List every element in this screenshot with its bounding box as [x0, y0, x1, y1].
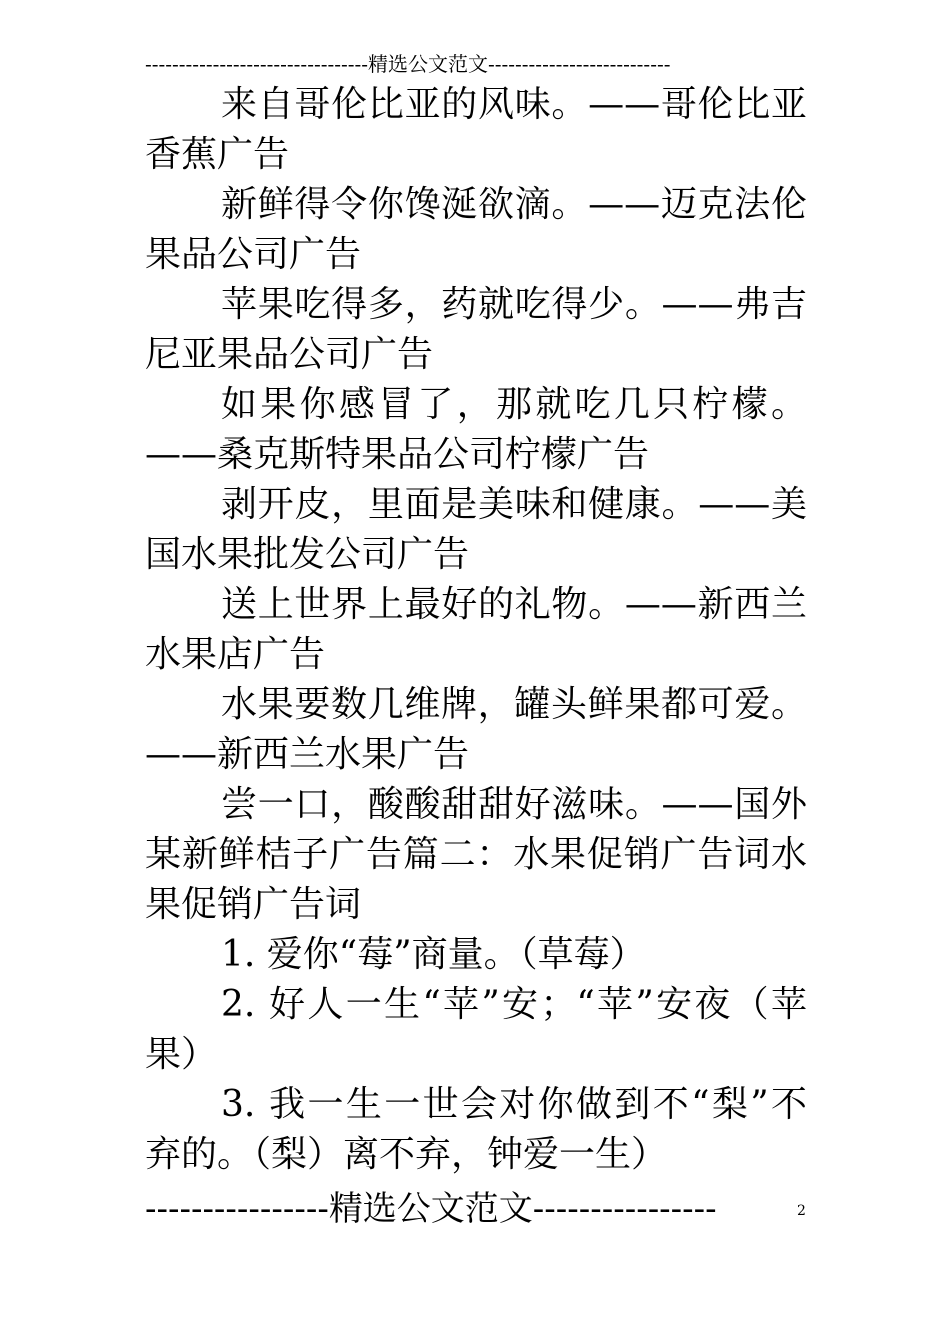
paragraph: 水果要数几维牌，罐头鲜果都可爱。——新西兰水果广告 [145, 684, 807, 775]
list-item: 1. 爱你“莓”商量。（草莓） [221, 934, 646, 975]
document-body [145, 80, 807, 1180]
paragraph: 如果你感冒了，那就吃几只柠檬。——桑克斯特果品公司柠檬广告 [145, 384, 807, 475]
paragraph: 送上世界上最好的礼物。——新西兰水果店广告 [145, 584, 807, 675]
paragraph: 来自哥伦比亚的风味。——哥伦比亚香蕉广告 [145, 84, 807, 175]
paragraph: 尝一口，酸酸甜甜好滋味。——国外某新鲜桔子广告篇二：水果促销广告词水果促销广告词 [145, 784, 807, 925]
page-number: 2 [797, 1203, 806, 1219]
paragraph: 剥开皮，里面是美味和健康。——美国水果批发公司广告 [145, 484, 807, 575]
paragraph: 新鲜得令你馋涎欲滴。——迈克法伦果品公司广告 [145, 184, 807, 275]
list-item: 2. 好人一生“苹”安；“苹”安夜（苹果） [145, 984, 807, 1075]
paragraph: 苹果吃得多，药就吃得少。——弗吉尼亚果品公司广告 [145, 284, 807, 375]
page-footer: ----------------精选公文范文---------------- [145, 1189, 717, 1229]
list-item: 3. 我一生一世会对你做到不“梨”不弃的。（梨）离不弃，钟爱一生） [145, 1084, 807, 1175]
page-header: ---------------------------------精选公文范文--------------------------- [145, 52, 671, 76]
